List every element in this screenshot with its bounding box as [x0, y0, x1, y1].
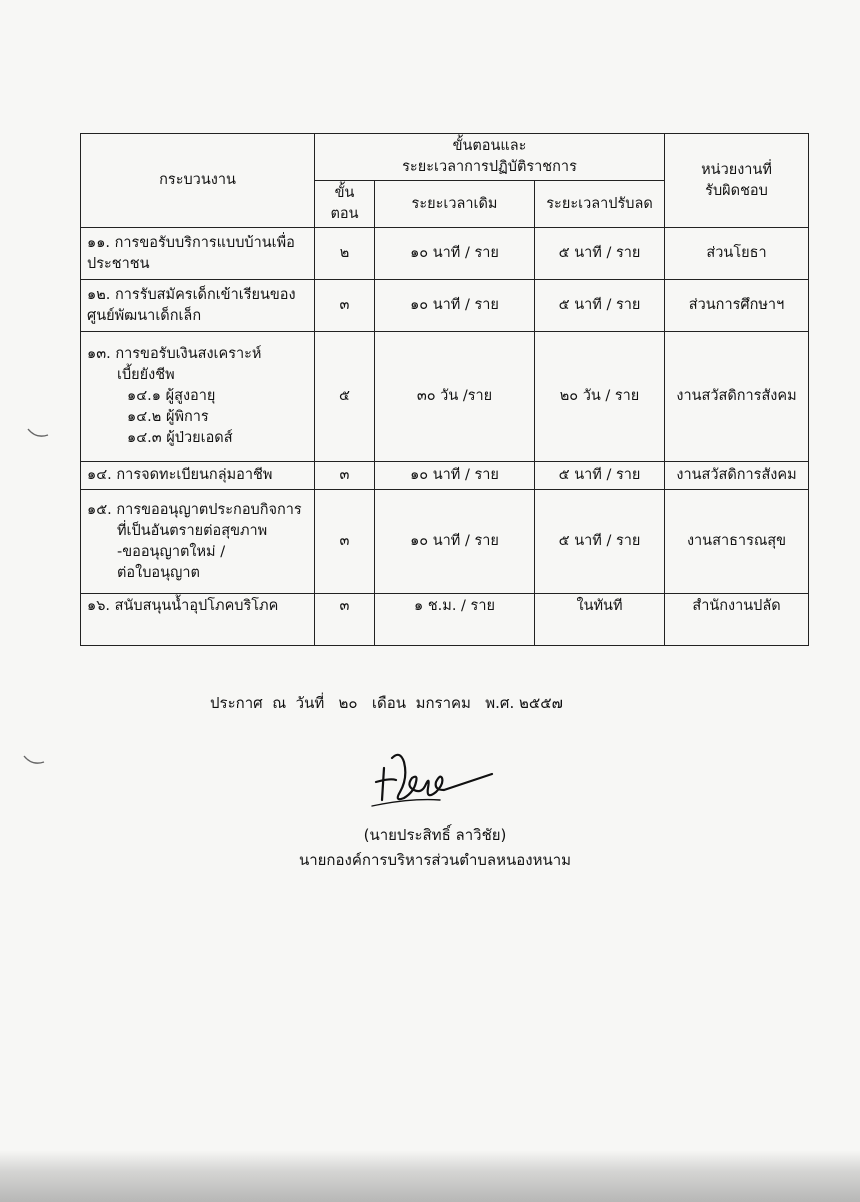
unit-cell: สำนักงานปลัด — [665, 594, 809, 646]
process-cell: ๑๖. สนับสนุนน้ำอุปโภคบริโภค — [81, 594, 315, 646]
time-reduced-cell: ๕ นาที / ราย — [535, 228, 665, 280]
time-original-cell: ๑๐ นาที / ราย — [375, 462, 535, 490]
punch-hole-mark — [26, 425, 50, 441]
announcement-date — [210, 691, 630, 715]
process-cell: ๑๔. การจดทะเบียนกลุ่มอาชีพ — [81, 462, 315, 490]
table-row — [81, 462, 809, 490]
process-cell: ๑๑. การขอรับบริการแบบบ้านเพื่อ ประชาชน — [81, 228, 315, 280]
table-row — [81, 280, 809, 332]
time-reduced-cell: ๕ นาที / ราย — [535, 462, 665, 490]
steps-cell: ๓ — [315, 462, 375, 490]
steps-cell: ๓ — [315, 490, 375, 594]
announcement-year: ๒๕๕๗ — [519, 694, 563, 712]
announcement-year-label: พ.ศ. — [485, 694, 515, 712]
unit-cell: งานสวัสดิการสังคม — [665, 332, 809, 462]
time-original-cell: ๑๐ นาที / ราย — [375, 280, 535, 332]
scan-shadow — [0, 1150, 860, 1202]
table-header-row — [81, 134, 809, 181]
header-steps: ขั้นตอน — [315, 181, 375, 228]
header-steps-group: ขั้นตอนและ ระยะเวลาการปฏิบัติราชการ — [315, 134, 665, 181]
header-unit: หน่วยงานที่ รับผิดชอบ — [665, 134, 809, 228]
table-row — [81, 228, 809, 280]
time-original-cell: ๑๐ นาที / ราย — [375, 228, 535, 280]
signatory-title: นายกองค์การบริหารส่วนตำบลหนองหนาม — [298, 851, 572, 869]
steps-cell: ๒ — [315, 228, 375, 280]
time-reduced-cell: ๕ นาที / ราย — [535, 490, 665, 594]
process-cell: ๑๓. การขอรับเงินสงเคราะห์ เบี้ยยังชีพ ๑๔.๑ ผู้สูงอายุ ๑๔.๒ ผู้พิการ ๑๔.๓ ผู้ป่วยเอดส์ — [81, 332, 315, 462]
steps-cell: ๓ — [315, 280, 375, 332]
time-original-cell: ๑๐ นาที / ราย — [375, 490, 535, 594]
announcement-month: มกราคม — [415, 694, 471, 712]
time-reduced-cell: ๒๐ วัน / ราย — [535, 332, 665, 462]
unit-cell: ส่วนการศึกษาฯ — [665, 280, 809, 332]
table-row — [81, 332, 809, 462]
table-row — [81, 490, 809, 594]
unit-cell: ส่วนโยธา — [665, 228, 809, 280]
process-cell: ๑๕. การขออนุญาตประกอบกิจการ ที่เป็นอันตรายต่อสุขภาพ -ขออนุญาตใหม่ / ต่อใบอนุญาต — [81, 490, 315, 594]
header-time-original: ระยะเวลาเดิม — [375, 181, 535, 228]
signatory-name: (นายประสิทธิ์ ลาวิชัย) — [363, 826, 507, 844]
announcement-day: ๒๐ — [338, 694, 358, 712]
unit-cell: งานสาธารณสุข — [665, 490, 809, 594]
announcement-prefix: ประกาศ ณ วันที่ — [210, 694, 325, 712]
handwritten-signature — [370, 748, 500, 810]
table-row — [81, 594, 809, 646]
header-time-reduced: ระยะเวลาปรับลด — [535, 181, 665, 228]
steps-cell: ๕ — [315, 332, 375, 462]
header-process: กระบวนงาน — [81, 134, 315, 228]
process-cell: ๑๒. การรับสมัครเด็กเข้าเรียนของ ศูนย์พัฒนาเด็กเล็ก — [81, 280, 315, 332]
time-original-cell: ๓๐ วัน /ราย — [375, 332, 535, 462]
unit-cell: งานสวัสดิการสังคม — [665, 462, 809, 490]
punch-hole-mark — [22, 752, 46, 768]
time-reduced-cell: ในทันที — [535, 594, 665, 646]
time-original-cell: ๑ ช.ม. / ราย — [375, 594, 535, 646]
steps-cell: ๓ — [315, 594, 375, 646]
announcement-month-label: เดือน — [371, 694, 407, 712]
time-reduced-cell: ๕ นาที / ราย — [535, 280, 665, 332]
process-table — [80, 133, 809, 646]
